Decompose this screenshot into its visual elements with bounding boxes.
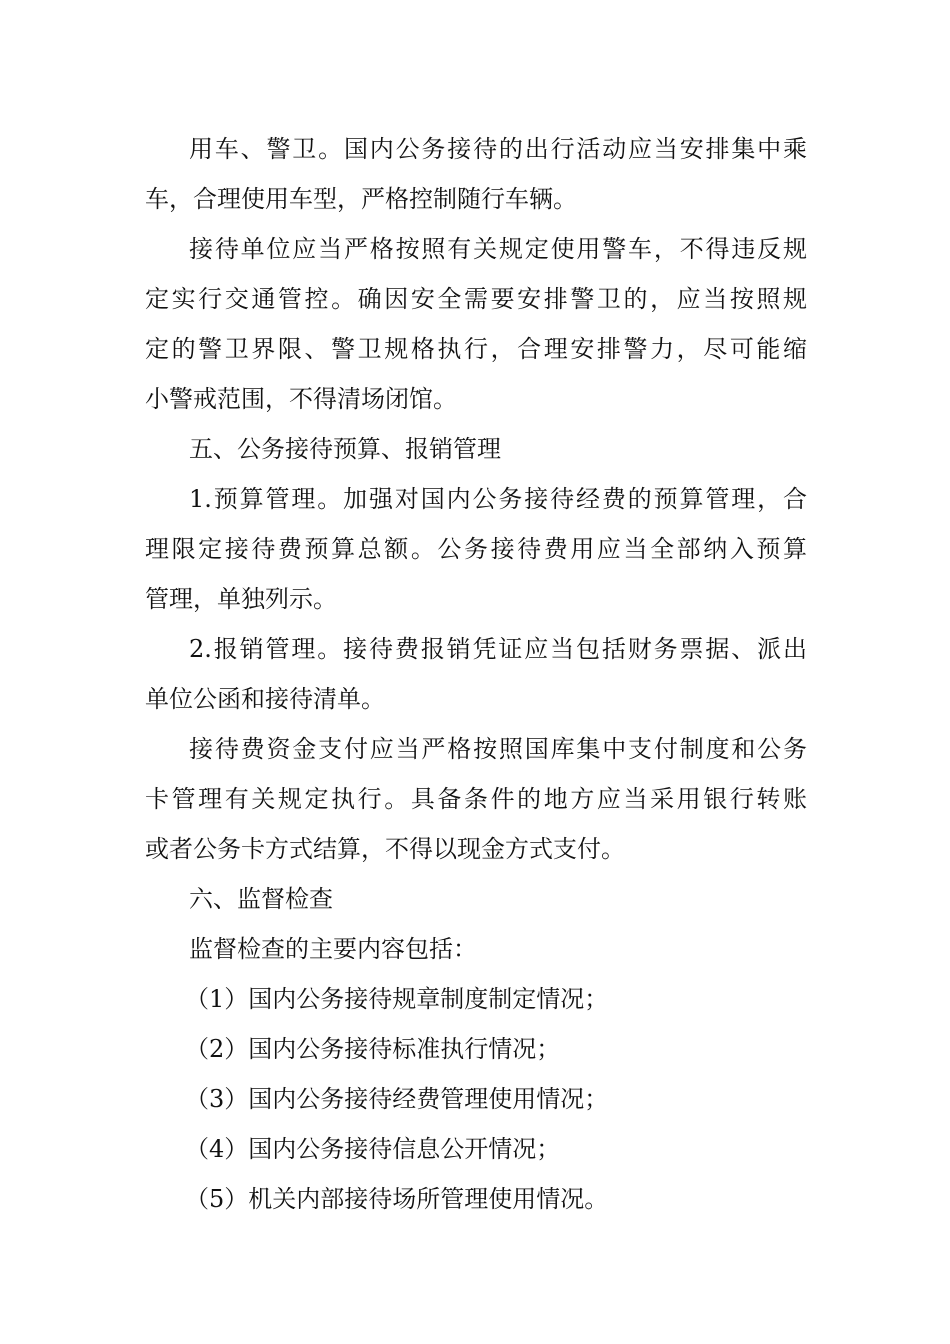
text-line: 车，合理使用车型，严格控制随行车辆。 [145, 185, 577, 213]
text-line: 2.报销管理。接待费报销凭证应当包括财务票据、派出 [189, 635, 807, 663]
list-item: （2）国内公务接待标准执行情况； [185, 1035, 561, 1063]
section-heading-supervision: 六、监督检查 [189, 885, 333, 913]
list-item: （1）国内公务接待规章制度制定情况； [185, 985, 609, 1013]
text-line: 定的警卫界限、警卫规格执行，合理安排警力，尽可能缩 [145, 335, 807, 363]
paragraph-budget-management [145, 474, 807, 624]
list-item: （3）国内公务接待经费管理使用情况； [185, 1085, 609, 1113]
text-line: 或者公务卡方式结算，不得以现金方式支付。 [145, 835, 625, 863]
paragraph-police-cars [145, 224, 807, 424]
paragraph-supervision-intro: 监督检查的主要内容包括： [189, 935, 477, 963]
paragraph-payment [145, 724, 807, 874]
text-line: 小警戒范围，不得清场闭馆。 [145, 385, 457, 413]
text-line: 单位公函和接待清单。 [145, 685, 385, 713]
supervision-list [145, 974, 807, 1224]
list-item: （4）国内公务接待信息公开情况； [185, 1135, 561, 1163]
paragraph-vehicles-security [145, 124, 807, 224]
text-line: 理限定接待费预算总额。公务接待费用应当全部纳入预算 [145, 535, 807, 563]
section-heading-budget: 五、公务接待预算、报销管理 [189, 435, 501, 463]
text-line: 定实行交通管控。确因安全需要安排警卫的，应当按照规 [145, 285, 807, 313]
text-line: 管理，单独列示。 [145, 585, 337, 613]
paragraph-reimbursement [145, 624, 807, 724]
text-line: 接待费资金支付应当严格按照国库集中支付制度和公务 [189, 735, 807, 763]
text-line: 接待单位应当严格按照有关规定使用警车，不得违反规 [189, 235, 807, 263]
text-line: 卡管理有关规定执行。具备条件的地方应当采用银行转账 [145, 785, 807, 813]
list-item: （5）机关内部接待场所管理使用情况。 [185, 1185, 609, 1213]
text-line: 1.预算管理。加强对国内公务接待经费的预算管理，合 [189, 485, 807, 513]
text-line: 用车、警卫。国内公务接待的出行活动应当安排集中乘 [189, 135, 807, 163]
document-body [145, 124, 807, 1224]
